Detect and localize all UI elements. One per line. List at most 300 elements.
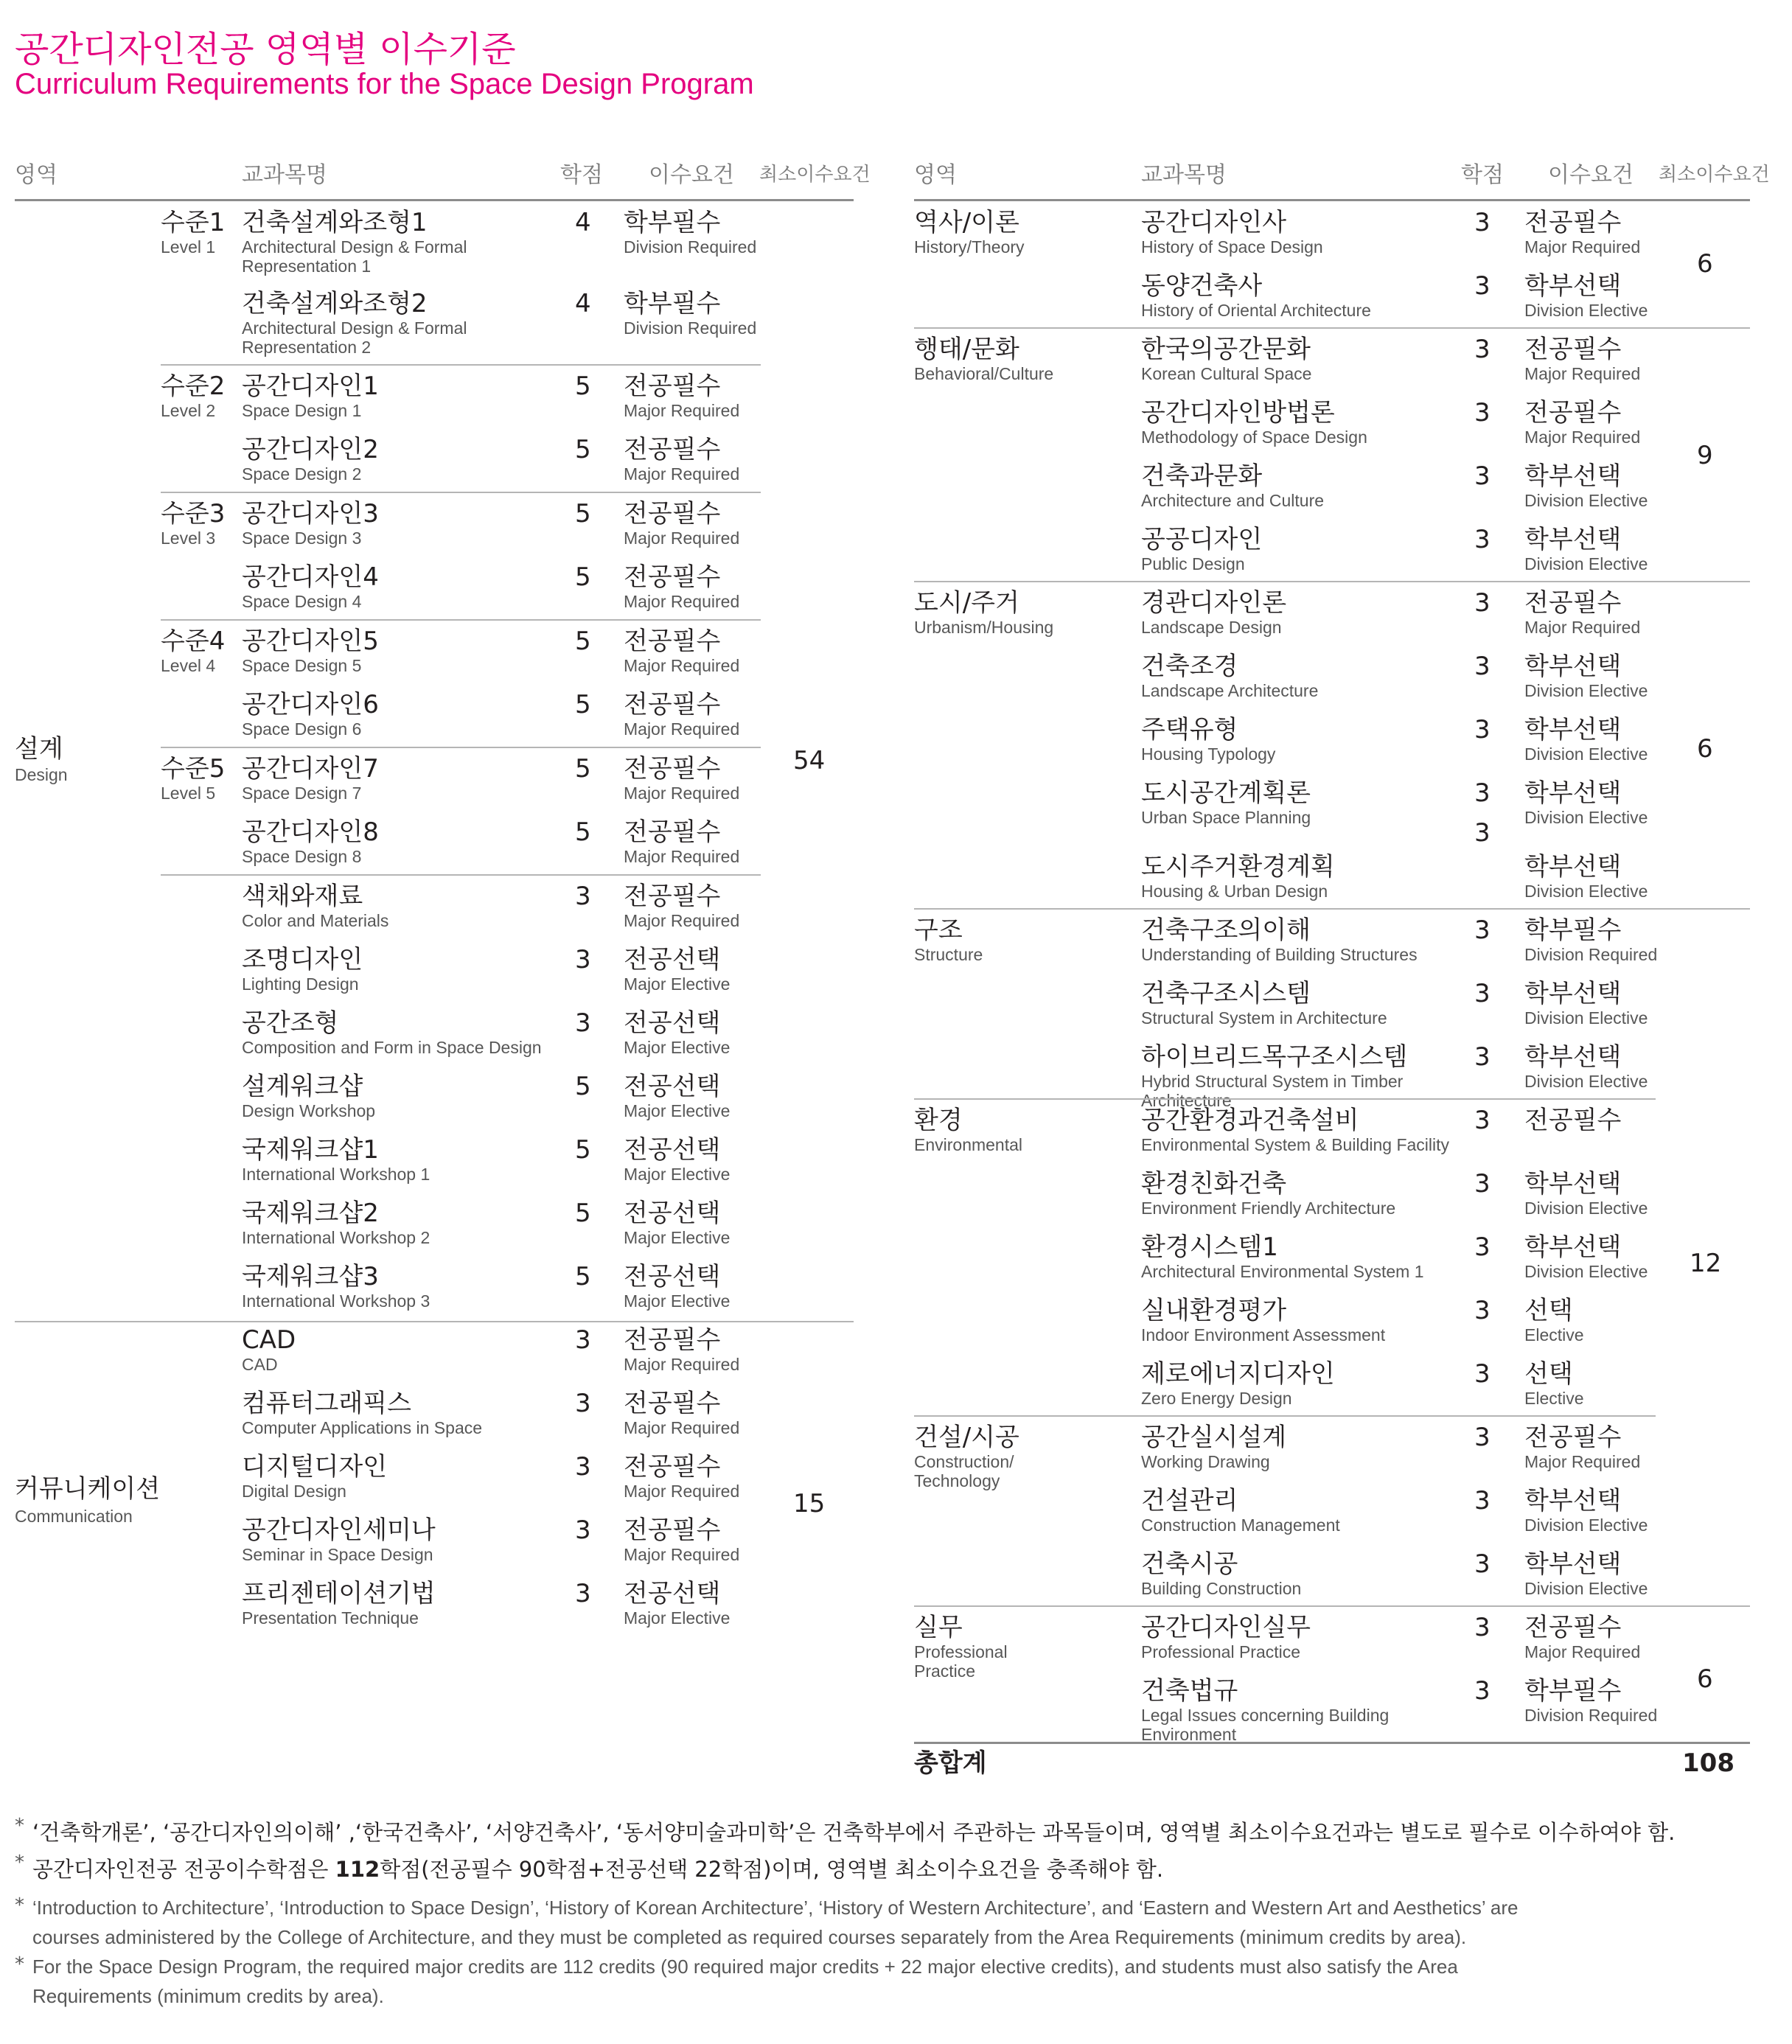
course-name-en: Architecture and Culture xyxy=(1141,491,1325,510)
header-credit: 학점 xyxy=(560,162,603,188)
area-label-en: Professional Practice xyxy=(914,1642,1008,1681)
course-requirement-en: Major Elective xyxy=(624,1038,731,1057)
area-label: 구조 xyxy=(914,915,963,945)
course-name-en: Environmental System & Building Facility xyxy=(1141,1135,1449,1154)
course-name: 경관디자인론 xyxy=(1141,588,1287,618)
course-name-en: Landscape Design xyxy=(1141,618,1282,637)
area-minimum: 15 xyxy=(793,1489,826,1518)
course-name-en: Public Design xyxy=(1141,554,1245,573)
course-credit: 5 xyxy=(575,562,591,592)
course-credit: 3 xyxy=(1474,208,1491,237)
footnote-en-2: For the Space Design Program, the required major credits are 112 credits (90 required major credits + 22 major elective credits), and students must also satisfy the Area Requirements (minimum credits by area). xyxy=(32,1956,1458,2007)
course-requirement-en: Major Required xyxy=(1524,1452,1641,1471)
course-credit: 3 xyxy=(575,945,591,974)
course-requirement: 전공필수 xyxy=(624,690,721,719)
course-requirement: 전공필수 xyxy=(624,754,721,784)
course-requirement-en: Major Required xyxy=(624,592,740,611)
course-name: CAD xyxy=(242,1325,296,1355)
course-credit: 5 xyxy=(575,1262,591,1291)
course-name-en: Methodology of Space Design xyxy=(1141,428,1367,447)
level-label-en: Level 4 xyxy=(161,656,216,675)
course-name: 주택유형 xyxy=(1141,715,1238,744)
course-credit: 3 xyxy=(1474,461,1491,491)
course-requirement-en: Major Required xyxy=(624,656,740,675)
course-credit: 5 xyxy=(575,435,591,464)
course-name: 동양건축사 xyxy=(1141,271,1263,301)
course-requirement-en: Division Elective xyxy=(1524,1072,1648,1091)
course-name-en: International Workshop 3 xyxy=(242,1291,430,1311)
course-name-en: Architectural Design & Formal Representation 2 xyxy=(242,318,467,357)
course-credit: 3 xyxy=(1474,1486,1491,1515)
level-label-en: Level 5 xyxy=(161,784,216,803)
course-credit: 3 xyxy=(575,1389,591,1418)
course-name: 공간디자인7 xyxy=(242,754,379,784)
course-credit: 3 xyxy=(1474,778,1491,808)
course-credit: 3 xyxy=(575,1008,591,1038)
footnote-marker: * xyxy=(15,1852,24,1874)
course-name: 공간디자인8 xyxy=(242,817,379,847)
header-rule xyxy=(15,199,854,201)
course-requirement: 학부선택 xyxy=(1524,525,1622,554)
course-requirement: 학부선택 xyxy=(1524,652,1622,681)
page-title: 공간디자인전공 영역별 이수기준 xyxy=(15,29,516,70)
header-area: 영역 xyxy=(15,162,57,188)
course-name-en: Environment Friendly Architecture xyxy=(1141,1199,1396,1218)
level-label: 수준5 xyxy=(161,754,226,784)
course-requirement-en: Major Elective xyxy=(624,1101,731,1120)
header-minimum: 최소이수요건 xyxy=(1659,164,1770,186)
footnote-ko-2-a: 공간디자인전공 전공이수학점은 xyxy=(32,1857,335,1882)
course-name-en: Working Drawing xyxy=(1141,1452,1270,1471)
course-name: 공간실시설계 xyxy=(1141,1423,1287,1452)
course-requirement: 전공필수 xyxy=(624,1389,721,1418)
course-name-en: International Workshop 1 xyxy=(242,1165,430,1184)
course-requirement-en: Major Required xyxy=(1524,618,1641,637)
course-name-en: Space Design 7 xyxy=(242,784,362,803)
area-divider xyxy=(914,908,1750,910)
course-requirement-en: Major Required xyxy=(624,719,740,739)
course-requirement: 학부필수 xyxy=(1524,915,1622,945)
course-name-en: History of Space Design xyxy=(1141,237,1323,257)
footnote-ko-2-credits: 112 xyxy=(335,1857,380,1882)
course-credit: 3 xyxy=(1474,335,1491,364)
header-course: 교과목명 xyxy=(1141,162,1227,188)
group-minimum: 12 xyxy=(1690,1249,1722,1278)
level-divider xyxy=(161,874,761,876)
course-requirement: 학부선택 xyxy=(1524,979,1622,1008)
area-divider xyxy=(15,1321,854,1322)
course-requirement: 학부선택 xyxy=(1524,1486,1622,1515)
course-name-en: Professional Practice xyxy=(1141,1642,1301,1661)
course-requirement: 학부선택 xyxy=(1524,1232,1622,1262)
area-label-en: Design xyxy=(15,765,68,784)
course-requirement: 전공선택 xyxy=(624,1008,721,1038)
course-credit: 3 xyxy=(1474,818,1491,848)
course-credit: 3 xyxy=(1474,271,1491,301)
course-requirement: 전공선택 xyxy=(624,1262,721,1291)
course-name: 컴퓨터그래픽스 xyxy=(242,1389,411,1418)
course-requirement: 학부필수 xyxy=(624,208,721,237)
course-requirement: 전공필수 xyxy=(624,1515,721,1545)
area-label: 건설/시공 xyxy=(914,1423,1019,1452)
course-requirement-en: Division Required xyxy=(1524,1706,1658,1725)
level-divider xyxy=(161,364,761,366)
course-credit: 3 xyxy=(575,1452,591,1482)
course-requirement: 전공선택 xyxy=(624,1135,721,1165)
course-requirement-en: Major Elective xyxy=(624,1165,731,1184)
course-requirement-en: Division Elective xyxy=(1524,301,1648,320)
course-name-en: CAD xyxy=(242,1355,278,1374)
area-label: 역사/이론 xyxy=(914,208,1019,237)
course-requirement: 전공필수 xyxy=(624,562,721,592)
course-name: 건축설계와조형2 xyxy=(242,289,428,318)
footnote-ko-2-c: 학점(전공필수 90학점+전공선택 22학점)이며, 영역별 최소이수요건을 충족해야 함. xyxy=(380,1857,1164,1882)
course-credit: 3 xyxy=(1474,1169,1491,1199)
course-requirement-en: Division Elective xyxy=(1524,554,1648,573)
header-requirement: 이수요건 xyxy=(1548,162,1634,188)
course-name: 프리젠테이션기법 xyxy=(242,1579,436,1608)
course-credit: 3 xyxy=(575,882,591,911)
course-requirement-en: Major Required xyxy=(624,464,740,484)
course-credit: 3 xyxy=(1474,1296,1491,1325)
course-requirement-en: Major Required xyxy=(624,847,740,866)
course-name-en: Composition and Form in Space Design xyxy=(242,1038,542,1057)
course-requirement: 학부필수 xyxy=(624,289,721,318)
course-credit: 4 xyxy=(575,289,591,318)
course-name-en: Housing Typology xyxy=(1141,744,1276,764)
area-minimum: 9 xyxy=(1697,441,1713,470)
course-requirement: 전공필수 xyxy=(624,1452,721,1482)
course-name-en: Color and Materials xyxy=(242,911,389,930)
course-requirement: 전공선택 xyxy=(624,1579,721,1608)
header-minimum: 최소이수요건 xyxy=(759,164,871,186)
area-label-en: Structure xyxy=(914,945,983,964)
course-requirement: 전공선택 xyxy=(624,1199,721,1228)
footnote-ko-2 xyxy=(32,1853,1163,1883)
course-name: 한국의공간문화 xyxy=(1141,335,1311,364)
area-label: 실무 xyxy=(914,1613,963,1642)
course-name-en: International Workshop 2 xyxy=(242,1228,430,1247)
course-requirement-en: Division Elective xyxy=(1524,1262,1648,1281)
course-name-en: Construction Management xyxy=(1141,1515,1340,1535)
area-divider xyxy=(914,581,1750,582)
course-name: 조명디자인 xyxy=(242,945,363,974)
course-requirement-en: Major Required xyxy=(1524,428,1641,447)
area-minimum: 6 xyxy=(1697,734,1713,764)
course-requirement: 학부선택 xyxy=(1524,1549,1622,1579)
footnote-en-1: ‘Introduction to Architecture’, ‘Introduction to Space Design’, ‘History of Korean Architecture’, ‘History of Western Architecture’, and ‘Eastern and Western Art and Aesthetics’ are courses administered by the College of Architecture, and they must be completed as required courses separately from the Area Requirements (minimum credits by area). xyxy=(32,1897,1519,1948)
course-requirement-en: Major Required xyxy=(624,1418,740,1437)
course-requirement-en: Major Elective xyxy=(624,1291,731,1311)
course-requirement: 선택 xyxy=(1524,1296,1573,1325)
course-credit: 3 xyxy=(1474,715,1491,744)
header-rule xyxy=(914,199,1750,201)
area-label: 커뮤니케이션 xyxy=(15,1474,161,1504)
course-requirement-en: Division Elective xyxy=(1524,1515,1648,1535)
course-credit: 3 xyxy=(575,1579,591,1608)
course-requirement: 전공필수 xyxy=(624,499,721,529)
course-requirement: 학부선택 xyxy=(1524,852,1622,882)
course-requirement: 선택 xyxy=(1524,1359,1573,1389)
course-requirement: 전공필수 xyxy=(624,882,721,911)
course-credit: 3 xyxy=(1474,1549,1491,1579)
course-name: 국제워크샵2 xyxy=(242,1199,379,1228)
course-credit: 4 xyxy=(575,208,591,237)
course-credit: 3 xyxy=(1474,1359,1491,1389)
course-name-en: Understanding of Building Structures xyxy=(1141,945,1418,964)
area-divider xyxy=(914,1415,1656,1417)
course-requirement: 전공필수 xyxy=(1524,1423,1622,1452)
area-label: 도시/주거 xyxy=(914,588,1019,618)
course-requirement-en: Major Required xyxy=(1524,364,1641,383)
course-name-en: Architectural Design & Formal Representation 1 xyxy=(242,237,467,276)
course-name: 공간디자인세미나 xyxy=(242,1515,436,1545)
course-name: 건축조경 xyxy=(1141,652,1238,681)
course-requirement: 전공필수 xyxy=(1524,335,1622,364)
course-name-en: Landscape Architecture xyxy=(1141,681,1319,700)
course-credit: 5 xyxy=(575,372,591,401)
course-requirement-en: Division Required xyxy=(1524,945,1658,964)
area-minimum: 6 xyxy=(1697,249,1713,279)
course-name: 도시공간계획론 xyxy=(1141,778,1311,808)
course-requirement-en: Major Required xyxy=(624,1545,740,1564)
total-value: 108 xyxy=(1682,1748,1735,1778)
course-requirement: 학부필수 xyxy=(1524,1676,1622,1706)
course-requirement: 전공필수 xyxy=(1524,398,1622,428)
course-name: 공간디자인실무 xyxy=(1141,1613,1311,1642)
course-credit: 3 xyxy=(1474,588,1491,618)
course-name: 공간디자인2 xyxy=(242,435,379,464)
course-requirement-en: Division Required xyxy=(624,237,757,257)
course-name-en: Building Construction xyxy=(1141,1579,1302,1598)
course-name-en: Seminar in Space Design xyxy=(242,1545,433,1564)
course-requirement-en: Major Elective xyxy=(624,974,731,994)
page-subtitle: Curriculum Requirements for the Space Design Program xyxy=(15,68,754,100)
course-name-en: Digital Design xyxy=(242,1482,346,1501)
course-name: 건축시공 xyxy=(1141,1549,1238,1579)
course-name: 환경시스템1 xyxy=(1141,1232,1278,1262)
course-name-en: Space Design 4 xyxy=(242,592,362,611)
course-requirement-en: Division Elective xyxy=(1524,882,1648,901)
course-credit: 3 xyxy=(1474,1423,1491,1452)
level-label-en: Level 1 xyxy=(161,237,216,257)
course-name: 설계워크샵 xyxy=(242,1072,363,1101)
area-minimum: 6 xyxy=(1697,1664,1713,1694)
level-label: 수준3 xyxy=(161,499,226,529)
area-label-en: Construction/ Technology xyxy=(914,1452,1014,1490)
course-requirement-en: Division Elective xyxy=(1524,744,1648,764)
course-requirement: 학부선택 xyxy=(1524,271,1622,301)
course-requirement: 학부선택 xyxy=(1524,1169,1622,1199)
course-name: 환경친화건축 xyxy=(1141,1169,1287,1199)
course-requirement-en: Division Elective xyxy=(1524,1008,1648,1028)
course-requirement: 전공선택 xyxy=(624,1072,721,1101)
course-name-en: Lighting Design xyxy=(242,974,359,994)
header-course: 교과목명 xyxy=(242,162,327,188)
area-label: 설계 xyxy=(15,734,63,764)
course-name-en: Space Design 3 xyxy=(242,529,362,548)
course-requirement: 전공필수 xyxy=(1524,1106,1622,1135)
course-requirement-en: Major Required xyxy=(624,1355,740,1374)
area-minimum: 54 xyxy=(793,746,826,775)
course-requirement: 학부선택 xyxy=(1524,461,1622,491)
course-requirement-en: Major Required xyxy=(1524,237,1641,257)
course-credit: 3 xyxy=(1474,652,1491,681)
course-credit: 3 xyxy=(1474,525,1491,554)
course-name-en: Space Design 6 xyxy=(242,719,362,739)
course-credit: 5 xyxy=(575,1135,591,1165)
course-name-en: Space Design 8 xyxy=(242,847,362,866)
course-name-en: Space Design 2 xyxy=(242,464,362,484)
course-requirement-en: Elective xyxy=(1524,1325,1584,1344)
area-divider xyxy=(914,1098,1656,1100)
course-name: 건축법규 xyxy=(1141,1676,1238,1706)
course-name: 실내환경평가 xyxy=(1141,1296,1287,1325)
course-name: 하이브리드목구조시스템 xyxy=(1141,1042,1408,1072)
course-credit: 3 xyxy=(1474,1232,1491,1262)
course-name-en: Hybrid Structural System in Timber Architecture xyxy=(1141,1072,1404,1110)
footnote-marker: * xyxy=(15,1894,24,1916)
level-divider xyxy=(161,492,761,493)
course-requirement: 전공필수 xyxy=(624,435,721,464)
course-requirement: 전공필수 xyxy=(624,1325,721,1355)
footnote-marker: * xyxy=(15,1815,24,1837)
course-name: 공간디자인3 xyxy=(242,499,379,529)
course-name-en: Space Design 1 xyxy=(242,401,362,420)
course-credit: 3 xyxy=(1474,1613,1491,1642)
course-requirement: 전공필수 xyxy=(624,817,721,847)
course-name-en: Indoor Environment Assessment xyxy=(1141,1325,1386,1344)
level-label-en: Level 2 xyxy=(161,401,216,420)
course-requirement: 전공필수 xyxy=(624,372,721,401)
course-credit: 3 xyxy=(575,1515,591,1545)
course-requirement-en: Division Required xyxy=(624,318,757,338)
course-name: 건축과문화 xyxy=(1141,461,1263,491)
course-name: 국제워크샵1 xyxy=(242,1135,379,1165)
course-name-en: Urban Space Planning xyxy=(1141,808,1311,827)
course-requirement: 학부선택 xyxy=(1524,778,1622,808)
footnote-ko-1: ‘건축학개론’, ‘공간디자인의이해’ ,‘한국건축사’, ‘서양건축사’, ‘동서양미술과미학’은 건축학부에서 주관하는 과목들이며, 영역별 최소이수요건과는 별도로 필수로 이수하여야 함. xyxy=(32,1820,1676,1845)
course-credit: 5 xyxy=(575,817,591,847)
course-credit: 3 xyxy=(1474,1106,1491,1135)
level-divider xyxy=(161,619,761,621)
course-requirement-en: Major Elective xyxy=(624,1228,731,1247)
header-credit: 학점 xyxy=(1461,162,1504,188)
course-name: 도시주거환경계획 xyxy=(1141,852,1335,882)
level-divider xyxy=(161,747,761,748)
course-name: 건축설계와조형1 xyxy=(242,208,428,237)
header-requirement: 이수요건 xyxy=(649,162,734,188)
course-requirement-en: Major Required xyxy=(624,1482,740,1501)
level-label: 수준2 xyxy=(161,372,226,401)
course-name: 건설관리 xyxy=(1141,1486,1238,1515)
course-credit: 5 xyxy=(575,499,591,529)
course-name: 국제워크샵3 xyxy=(242,1262,379,1291)
course-requirement-en: Major Required xyxy=(1524,1642,1641,1661)
course-requirement-en: Major Elective xyxy=(624,1608,731,1628)
course-requirement-en: Major Required xyxy=(624,784,740,803)
area-divider xyxy=(914,327,1750,329)
course-credit: 3 xyxy=(1474,1042,1491,1072)
total-label: 총합계 xyxy=(914,1748,987,1778)
course-name-en: Housing & Urban Design xyxy=(1141,882,1328,901)
course-name: 색채와재료 xyxy=(242,882,363,911)
course-name-en: Computer Applications in Space xyxy=(242,1418,483,1437)
course-requirement: 전공선택 xyxy=(624,945,721,974)
course-requirement-en: Major Required xyxy=(624,401,740,420)
course-credit: 5 xyxy=(575,1199,591,1228)
course-name-en: Space Design 5 xyxy=(242,656,362,675)
course-credit: 5 xyxy=(575,690,591,719)
course-name: 공간환경과건축설비 xyxy=(1141,1106,1359,1135)
area-label-en: Behavioral/Culture xyxy=(914,364,1054,383)
course-name: 공간디자인5 xyxy=(242,627,379,656)
area-label-en: Communication xyxy=(15,1507,133,1526)
course-requirement-en: Division Elective xyxy=(1524,1199,1648,1218)
course-requirement: 전공필수 xyxy=(624,627,721,656)
course-credit: 5 xyxy=(575,754,591,784)
course-name-en: Korean Cultural Space xyxy=(1141,364,1312,383)
course-name: 제로에너지디자인 xyxy=(1141,1359,1335,1389)
area-label-en: Urbanism/Housing xyxy=(914,618,1054,637)
area-label: 행태/문화 xyxy=(914,335,1019,364)
course-name-en: Structural System in Architecture xyxy=(1141,1008,1387,1028)
course-requirement-en: Major Required xyxy=(624,529,740,548)
course-name: 공간디자인6 xyxy=(242,690,379,719)
course-name: 공간디자인방법론 xyxy=(1141,398,1335,428)
course-name: 공공디자인 xyxy=(1141,525,1263,554)
course-name-en: Legal Issues concerning Building Environment xyxy=(1141,1706,1390,1744)
level-label: 수준1 xyxy=(161,208,226,237)
course-credit: 3 xyxy=(1474,979,1491,1008)
course-name: 디지털디자인 xyxy=(242,1452,388,1482)
course-name-en: Architectural Environmental System 1 xyxy=(1141,1262,1424,1281)
course-name: 공간디자인1 xyxy=(242,372,379,401)
course-requirement: 전공필수 xyxy=(1524,1613,1622,1642)
course-name-en: History of Oriental Architecture xyxy=(1141,301,1371,320)
level-label: 수준4 xyxy=(161,627,226,656)
area-divider xyxy=(914,1605,1750,1607)
course-name: 공간디자인4 xyxy=(242,562,379,592)
course-name: 공간조형 xyxy=(242,1008,339,1038)
course-requirement: 전공필수 xyxy=(1524,208,1622,237)
course-name: 건축구조시스템 xyxy=(1141,979,1311,1008)
course-requirement: 학부선택 xyxy=(1524,1042,1622,1072)
course-requirement-en: Division Elective xyxy=(1524,491,1648,510)
course-requirement-en: Division Elective xyxy=(1524,681,1648,700)
course-requirement-en: Elective xyxy=(1524,1389,1584,1408)
course-requirement: 전공필수 xyxy=(1524,588,1622,618)
course-name-en: Zero Energy Design xyxy=(1141,1389,1292,1408)
header-area: 영역 xyxy=(914,162,957,188)
area-label-en: Environmental xyxy=(914,1135,1023,1154)
course-name-en: Design Workshop xyxy=(242,1101,376,1120)
course-requirement-en: Division Elective xyxy=(1524,1579,1648,1598)
course-requirement: 학부선택 xyxy=(1524,715,1622,744)
course-requirement-en: Major Required xyxy=(624,911,740,930)
course-credit: 5 xyxy=(575,627,591,656)
area-label-en: History/Theory xyxy=(914,237,1025,257)
course-requirement-en: Division Elective xyxy=(1524,808,1648,827)
level-label-en: Level 3 xyxy=(161,529,216,548)
course-credit: 3 xyxy=(1474,398,1491,428)
footnote-marker: * xyxy=(15,1953,24,1975)
area-label: 환경 xyxy=(914,1106,963,1135)
course-credit: 3 xyxy=(575,1325,591,1355)
course-name: 건축구조의이해 xyxy=(1141,915,1311,945)
course-credit: 3 xyxy=(1474,1676,1491,1706)
course-credit: 5 xyxy=(575,1072,591,1101)
